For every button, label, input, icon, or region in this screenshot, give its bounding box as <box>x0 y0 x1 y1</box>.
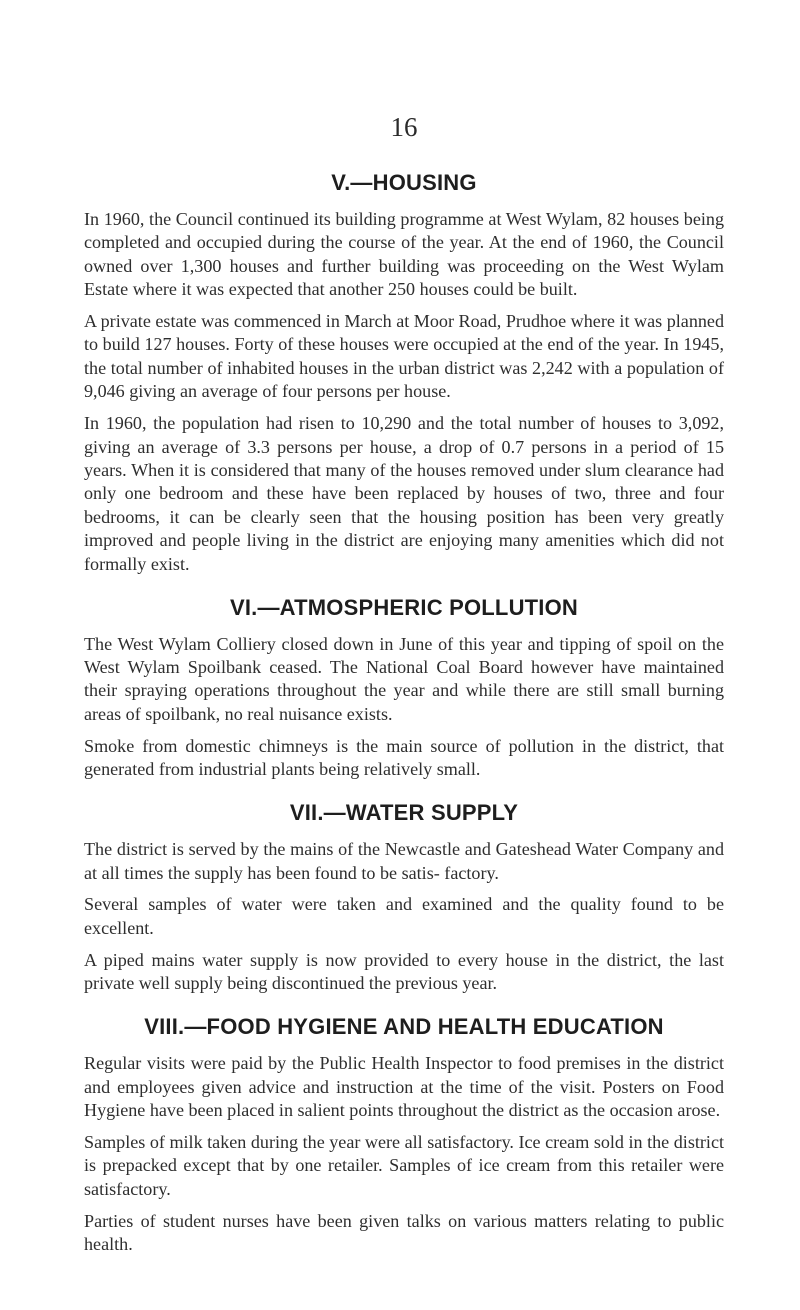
food-paragraph-2: Samples of milk taken during the year were all satisfactory. Ice cream sold in the district is prepacked except that by one retailer. Samples of ice cream from this retailer were satisfactory. <box>84 1131 724 1199</box>
food-paragraph-1: Regular visits were paid by the Public Health Inspector to food premises in the district and employees given advice and instruction at the time of the visit. Posters on Food Hygiene have been placed in salient points throughout the district as the occasion arose. <box>84 1053 724 1120</box>
water-paragraph-3: A piped mains water supply is now provided to every house in the district, the last private well supply being discontinued the previous year. <box>84 949 724 994</box>
food-paragraph-3: Parties of student nurses have been given talks on various matters relating to public health. <box>84 1210 724 1254</box>
section-heading-food-hygiene: VIII.—FOOD HYGIENE AND HEALTH EDUCATION <box>144 1014 664 1040</box>
housing-paragraph-3: In 1960, the population had risen to 10,290 and the total number of houses to 3,092, giving an average of 3.3 persons per house, a drop of 0.7 persons in a period of 15 years. When it is considered that many of the houses removed under slum clearance had only one bedroom and these have been replaced by houses of two, three and four bedrooms, it can be clearly seen that the housing position has been very greatly improved and people living in the district are enjoying many amenities which did not formally exist. <box>84 413 724 574</box>
water-paragraph-1: The district is served by the mains of the Newcastle and Gateshead Water Company and at all times the supply has been found to be satis- factory. <box>84 839 724 883</box>
housing-paragraph-1: In 1960, the Council continued its building programme at West Wylam, 82 houses being completed and occupied during the course of the year. At the end of 1960, the Council owned over 1,300 houses and further building was proceeding on the West Wylam Estate where it was expected that another 250 houses could be built. <box>84 208 724 300</box>
section-heading-atmospheric-pollution: VI.—ATMOSPHERIC POLLUTION <box>229 594 579 620</box>
section-heading-housing: V.—HOUSING <box>331 170 477 195</box>
pollution-paragraph-1: The West Wylam Colliery closed down in June of this year and tipping of spoil on the West Wylam Spoilbank ceased. The National Coal Board however have maintained their spraying operations throughout the year and while there are still small burning areas of spoilbank, no real nuisance exists. <box>84 633 724 724</box>
housing-paragraph-2: A private estate was commenced in March at Moor Road, Prudhoe where it was planned to build 127 houses. Forty of these houses were occupied at the end of the year. In 1945, the total number of inhabited houses in the urban district was 2,242 with a population of 9,046 giving an average of four persons per house. <box>84 311 724 402</box>
page-number: 16 <box>390 112 418 142</box>
water-paragraph-2: Several samples of water were taken and examined and the quality found to be excellent. <box>84 894 724 938</box>
section-heading-water-supply: VII.—WATER SUPPLY <box>289 800 519 826</box>
pollution-paragraph-2: Smoke from domestic chimneys is the main source of pollution in the district, that generated from industrial plants being relatively small. <box>84 735 724 780</box>
